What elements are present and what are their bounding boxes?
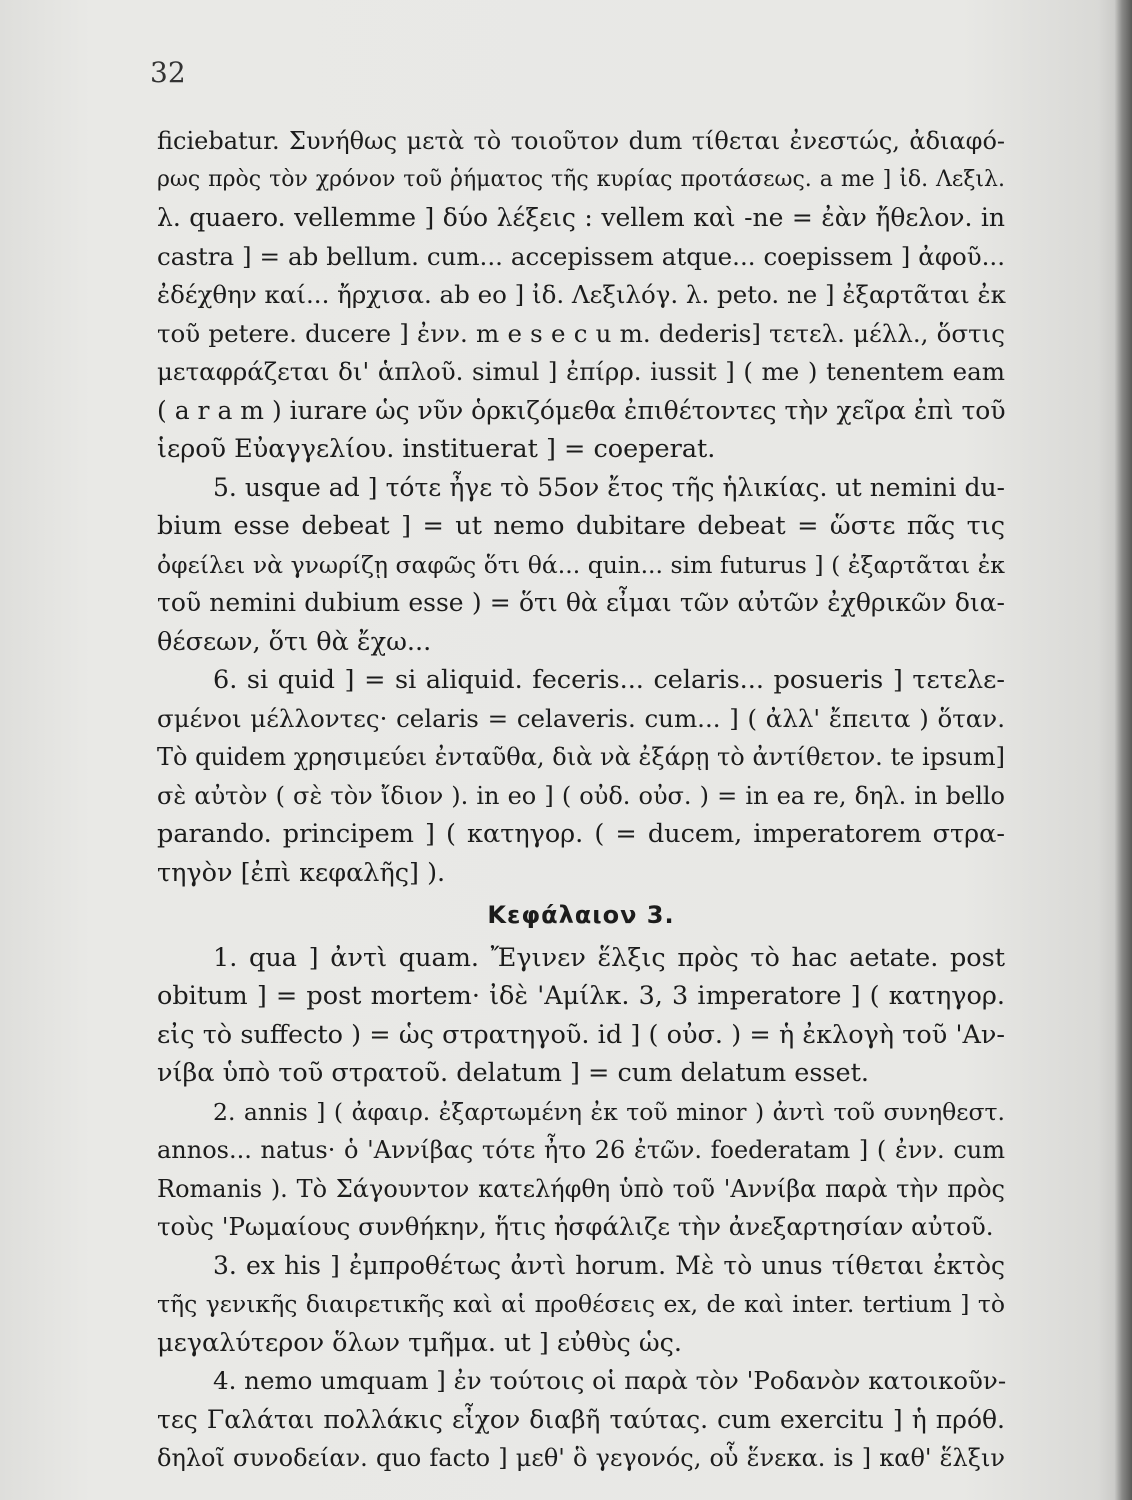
text-line: δηλοῖ συνοδείαν. quo facto ] μεθ' ὃ γεγονός, οὗ ἕνεκα. is ] καθ' ἕλξιν xyxy=(157,1444,1005,1472)
text-line: Τὸ quidem χρησιμεύει ἐνταῦθα, διὰ νὰ ἐξάρῃ τὸ ἀντίθετον. te ipsum] xyxy=(157,743,1005,771)
text-line: 6. si quid ] = si aliquid. feceris... celaris... posueris ] τετελε- xyxy=(213,665,1005,695)
text-line: νίβα ὑπὸ τοῦ στρατοῦ. delatum ] = cum delatum esset. xyxy=(157,1058,869,1088)
text-line: τοῦ petere. ducere ] ἐνν. m e s e c u m. dederis] τετελ. μέλλ., ὅστις xyxy=(157,318,1005,348)
text-line: θέσεων, ὅτι θὰ ἔχω... xyxy=(157,626,432,657)
text-line: castra ] = ab bellum. cum... accepissem atque... coepissem ] ἀφοῦ... xyxy=(157,241,1005,271)
text-line: ὀφείλει νὰ γνωρίζῃ σαφῶς ὅτι θά... quin... sim futurus ] ( ἐξαρτᾶται ἐκ xyxy=(157,550,1005,579)
text-line: parando. principem ] ( κατηγορ. ( = ducem, imperatorem στρα- xyxy=(157,819,1005,849)
text-line: εἰς τὸ suffecto ) = ὡς στρατηγοῦ. id ] ( οὐσ. ) = ἡ ἐκλογὴ τοῦ 'Αν- xyxy=(157,1019,1005,1050)
text-line: τῆς γενικῆς διαιρετικῆς καὶ αἱ προθέσεις ex, de καὶ inter. tertium ] τὸ xyxy=(157,1290,1005,1318)
commentary-text xyxy=(157,122,1005,1478)
chapter-heading: Κεφάλαιον 3. xyxy=(487,901,675,929)
text-line: ρως πρὸς τὸν χρόνον τοῦ ῥήματος τῆς κυρίας προτάσεως. a me ] ἰδ. Λεξιλ. xyxy=(157,166,1005,192)
text-line: Romanis ). Τὸ Σάγουντον κατελήφθη ὑπὸ τοῦ 'Αννίβα παρὰ τὴν πρὸς xyxy=(157,1174,1005,1203)
text-line: τηγὸν [ἐπὶ κεφαλῆς] ). xyxy=(157,857,446,888)
text-line: 4. nemo umquam ] ἐν τούτοις οἱ παρὰ τὸν 'Ροδανὸν κατοικοῦν- xyxy=(213,1366,1007,1395)
text-line: ficiebatur. Συνήθως μετὰ τὸ τοιοῦτον dum τίθεται ἐνεστώς, ἀδιαφό- xyxy=(157,127,1005,155)
text-line: 1. qua ] ἀντὶ quam. Ἔγινεν ἕλξις πρὸς τὸ hac aetate. post xyxy=(213,942,1005,973)
text-line: μεταφράζεται δι' ἁπλοῦ. simul ] ἐπίρρ. iussit ] ( me ) tenentem eam xyxy=(157,357,1005,386)
page-edge-shadow xyxy=(1114,0,1132,1500)
text-line: 5. usque ad ] τότε ἦγε τὸ 55ον ἔτος τῆς ἡλικίας. ut nemini du- xyxy=(213,472,1005,502)
text-line: τες Γαλάται πολλάκις εἶχον διαβῆ ταύτας. cum exercitu ] ἡ πρόθ. xyxy=(157,1404,1005,1434)
text-line: obitum ] = post mortem· ἰδὲ 'Αμίλκ. 3, 3 imperatore ] ( κατηγορ. xyxy=(157,981,1005,1011)
text-line: λ. quaero. vellemme ] δύο λέξεις : vellem καὶ -ne = ἐὰν ἤθελον. in xyxy=(157,203,1005,232)
text-line: τοῦ nemini dubium esse ) = ὅτι θὰ εἶμαι τῶν αὐτῶν ἐχθρικῶν δια- xyxy=(157,588,1005,617)
text-line: bium esse debeat ] = ut nemo dubitare debeat = ὥστε πᾶς τις xyxy=(157,511,1005,541)
page-number: 32 xyxy=(150,56,186,89)
text-line: τοὺς 'Ρωμαίους συνθήκην, ἥτις ἠσφάλιζε τὴν ἀνεξαρτησίαν αὐτοῦ. xyxy=(157,1212,994,1241)
text-line: σὲ αὐτὸν ( σὲ τὸν ἴδιον ). in eo ] ( οὐδ. οὐσ. ) = in ea re, δηλ. in bello xyxy=(157,781,1005,810)
text-line: 3. ex his ] ἐμπροθέτως ἀντὶ horum. Μὲ τὸ unus τίθεται ἐκτὸς xyxy=(213,1250,1005,1280)
text-line: ἱεροῦ Εὐαγγελίου. instituerat ] = coeperat. xyxy=(157,434,716,464)
text-line: σμένοι μέλλοντες· celaris = celaveris. cum... ] ( ἀλλ' ἔπειτα ) ὅταν. xyxy=(157,703,1005,733)
text-line: annos... natus· ὁ 'Αννίβας τότε ἦτο 26 ἐτῶν. foederatam ] ( ἐνν. cum xyxy=(157,1136,1005,1164)
text-line: ἐδέχθην καί... ἤρχισα. ab eo ] ἰδ. Λεξιλόγ. λ. peto. ne ] ἐξαρτᾶται ἐκ xyxy=(157,280,1006,309)
text-line: μεγαλύτερον ὅλων τμῆμα. ut ] εὐθὺς ὡς. xyxy=(157,1327,683,1358)
text-line: 2. annis ] ( ἀφαιρ. ἐξαρτωμένη ἐκ τοῦ minor ) ἀντὶ τοῦ συνηθεστ. xyxy=(213,1097,1005,1126)
text-line: ( a r a m ) iurare ὡς νῦν ὁρκιζόμεθα ἐπιθέτοντες τὴν χεῖρα ἐπὶ τοῦ xyxy=(157,395,1006,425)
